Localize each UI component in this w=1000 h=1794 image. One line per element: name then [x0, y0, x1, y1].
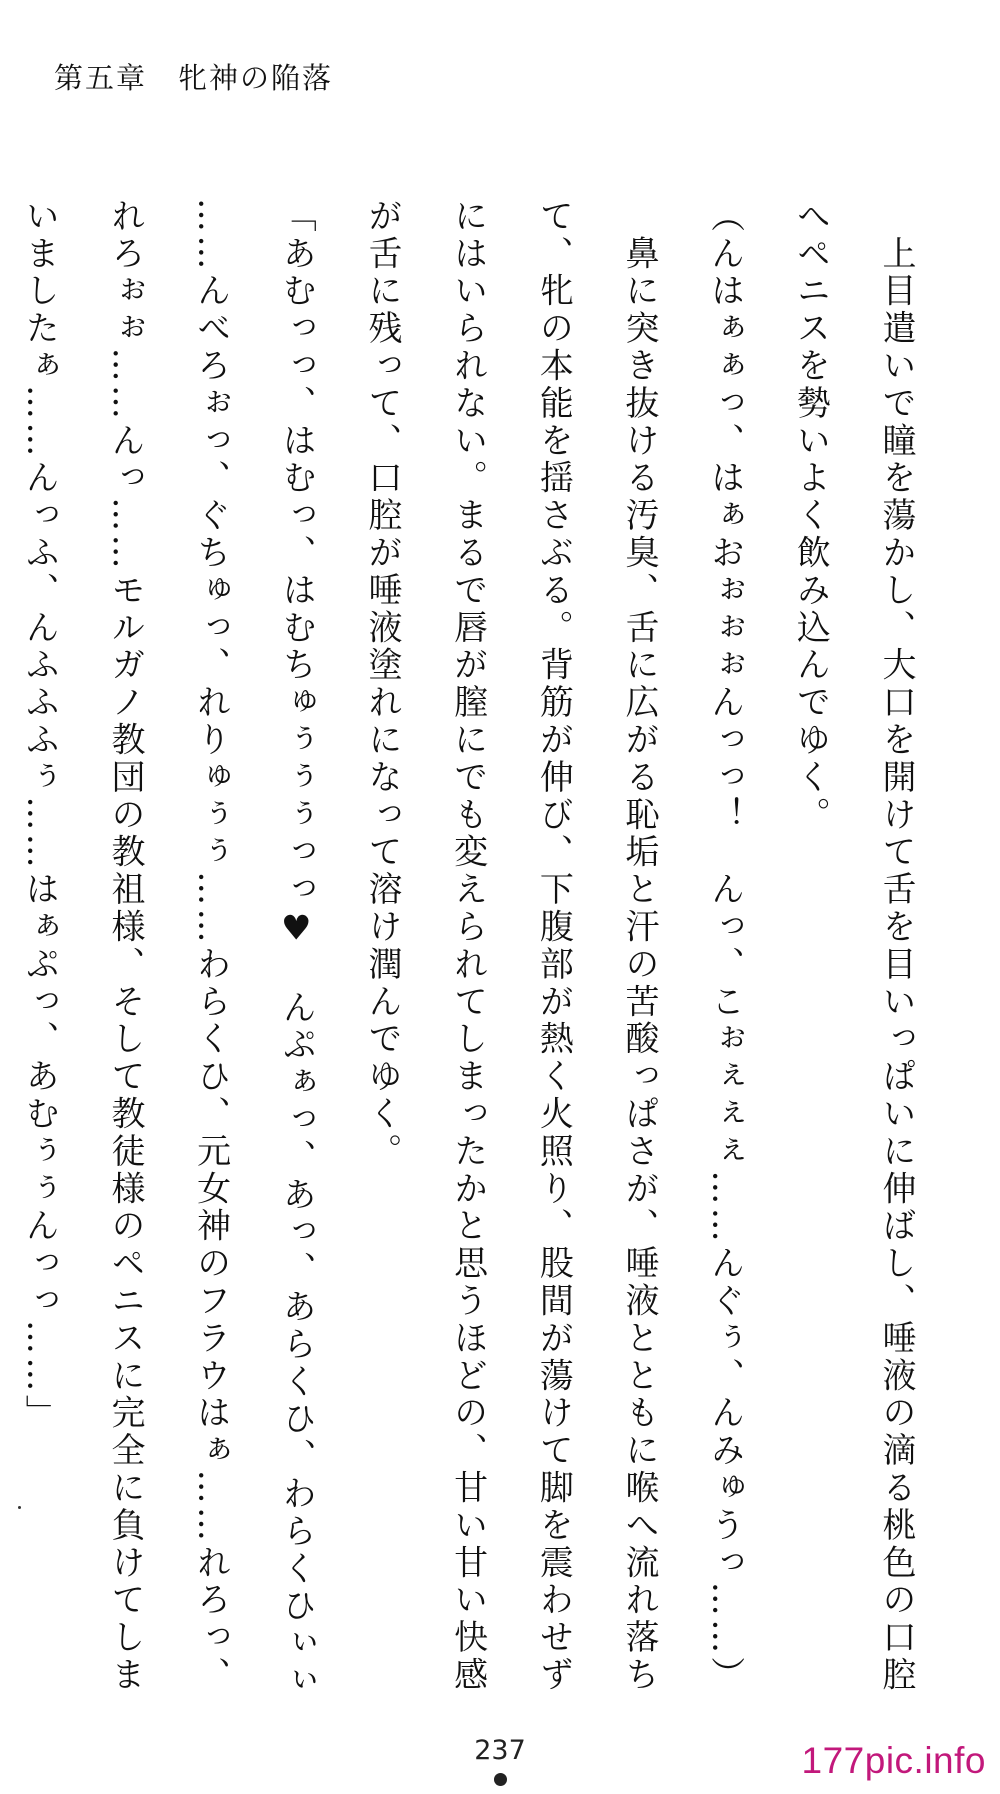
- vertical-body-text: [0, 198, 938, 1700]
- text-line: て、牝の本能を揺さぶる。背筋が伸び、下腹部が熱く火照り、股間が蕩けて脚を震わせず: [533, 198, 574, 1695]
- text-line: ……んべろぉっ、ぐちゅっ、れりゅぅぅ……わらくひ、元女神のフラウはぁ……れろっ、: [190, 198, 231, 1694]
- text-line: 「あむっっ、はむっ、はむちゅぅぅぅっっ♥ んぷぁっ、あっ、あらくひ、わらくひぃぃ: [276, 198, 317, 1700]
- page-number-ornament-icon: [494, 1773, 507, 1786]
- page-number: 237: [474, 1735, 526, 1766]
- text-line: へペニスを勢いよく飲み込んでゆく。: [790, 198, 831, 834]
- text-line: れろぉぉ……んっ……モルガノ教団の教祖様、そして教徒様のペニスに完全に負けてしま: [104, 198, 145, 1694]
- text-line: （んはぁぁっ、はぁおぉぉぉんっっ！ んっ、こぉぇぇぇ……んぐぅ、んみゅうっ……）: [704, 198, 745, 1694]
- text-line: 上目遣いで瞳を蕩かし、大口を開けて舌を目いっぱいに伸ばし、唾液の滴る桃色の口腔: [876, 198, 916, 1694]
- stray-dot-mark: [18, 1506, 21, 1509]
- text-line: にはいられない。まるで唇が膣にでも変えられてしまったかと思うほどの、甘い甘い快感: [447, 198, 488, 1694]
- text-line: 鼻に突き抜ける汚臭、舌に広がる恥垢と汗の苦酸っぱさが、唾液とともに喉へ流れ落ち: [618, 198, 659, 1694]
- text-line: が舌に残って、口腔が唾液塗れになって溶け潤んでゆく。: [361, 198, 402, 1171]
- text-line: いましたぁ……んっふ、んふふふぅ……はぁぷっ、あむぅぅんっっ……」: [19, 198, 60, 1433]
- running-head-chapter-title: 第五章 牝神の陥落: [54, 61, 334, 95]
- watermark: 177pic.info: [801, 1740, 986, 1781]
